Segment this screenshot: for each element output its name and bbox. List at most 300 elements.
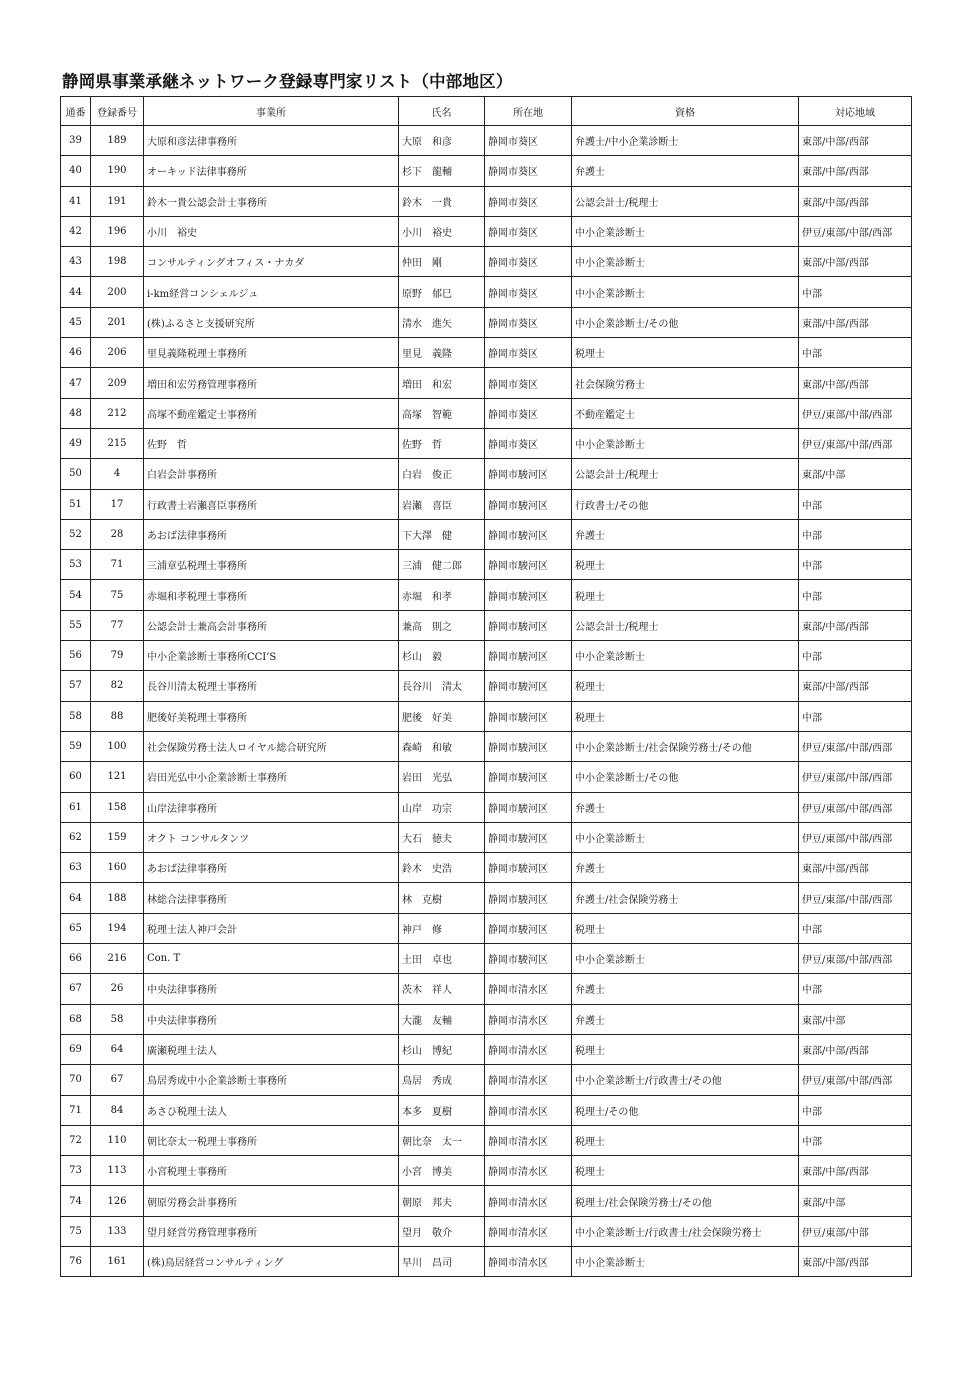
cell-service-area: 東部/中部/西部 — [799, 671, 912, 701]
cell-location: 静岡市駿河区 — [485, 822, 572, 852]
cell-location: 静岡市葵区 — [485, 277, 572, 307]
cell-location: 静岡市駿河区 — [485, 944, 572, 974]
table-row — [61, 1065, 912, 1095]
cell-office: 増田和宏労務管理事務所 — [144, 368, 399, 398]
cell-serial: 60 — [61, 762, 91, 792]
cell-service-area: 伊豆/東部/中部/西部 — [799, 792, 912, 822]
table-row — [61, 671, 912, 701]
cell-name: 林 克樹 — [399, 883, 485, 913]
cell-office: 税理士法人神戸会計 — [144, 913, 399, 943]
cell-office: 鳥居秀成中小企業診断士事務所 — [144, 1065, 399, 1095]
cell-serial: 56 — [61, 641, 91, 671]
cell-office: 三浦章弘税理士事務所 — [144, 550, 399, 580]
cell-qualification: 弁護士 — [572, 519, 799, 549]
cell-qualification: 税理士/その他 — [572, 1095, 799, 1125]
cell-name: 原野 郁巳 — [399, 277, 485, 307]
cell-serial: 64 — [61, 883, 91, 913]
cell-qualification: 税理士 — [572, 1125, 799, 1155]
table-row — [61, 1004, 912, 1034]
cell-location: 静岡市駿河区 — [485, 610, 572, 640]
cell-serial: 46 — [61, 338, 91, 368]
cell-name: 杉山 毅 — [399, 641, 485, 671]
table-row — [61, 550, 912, 580]
cell-name: 朝比奈 太一 — [399, 1125, 485, 1155]
cell-office: 中央法律事務所 — [144, 974, 399, 1004]
cell-location: 静岡市駿河区 — [485, 489, 572, 519]
cell-serial: 71 — [61, 1095, 91, 1125]
cell-office: 廣瀬税理士法人 — [144, 1034, 399, 1064]
cell-registration-number: 84 — [91, 1095, 144, 1125]
cell-office: 里見義隆税理士事務所 — [144, 338, 399, 368]
cell-service-area: 東部/中部/西部 — [799, 1156, 912, 1186]
cell-service-area: 中部 — [799, 338, 912, 368]
cell-service-area: 伊豆/東部/中部 — [799, 1216, 912, 1246]
cell-service-area: 東部/中部/西部 — [799, 368, 912, 398]
table-row — [61, 1034, 912, 1064]
cell-service-area: 東部/中部/西部 — [799, 1246, 912, 1276]
table-row — [61, 913, 912, 943]
cell-name: 早川 昌司 — [399, 1246, 485, 1276]
cell-office: 林総合法律事務所 — [144, 883, 399, 913]
cell-registration-number: 200 — [91, 277, 144, 307]
cell-registration-number: 191 — [91, 186, 144, 216]
cell-office: 行政書士岩瀬喜臣事務所 — [144, 489, 399, 519]
cell-qualification: 行政書士/その他 — [572, 489, 799, 519]
cell-name: 下大澤 健 — [399, 519, 485, 549]
cell-name: 茨木 祥人 — [399, 974, 485, 1004]
cell-office: Con. T — [144, 944, 399, 974]
cell-location: 静岡市葵区 — [485, 156, 572, 186]
cell-serial: 73 — [61, 1156, 91, 1186]
table-row — [61, 731, 912, 761]
cell-service-area: 中部 — [799, 519, 912, 549]
cell-registration-number: 196 — [91, 216, 144, 246]
cell-service-area: 東部/中部/西部 — [799, 307, 912, 337]
table-row — [61, 792, 912, 822]
cell-office: あさひ税理士法人 — [144, 1095, 399, 1125]
cell-serial: 51 — [61, 489, 91, 519]
cell-serial: 65 — [61, 913, 91, 943]
cell-registration-number: 209 — [91, 368, 144, 398]
table-row — [61, 822, 912, 852]
cell-service-area: 東部/中部 — [799, 459, 912, 489]
cell-location: 静岡市駿河区 — [485, 913, 572, 943]
cell-office: 小宮税理士事務所 — [144, 1156, 399, 1186]
cell-serial: 45 — [61, 307, 91, 337]
cell-name: 大瀧 友輔 — [399, 1004, 485, 1034]
cell-service-area: 中部 — [799, 1125, 912, 1155]
cell-name: 山岸 功宗 — [399, 792, 485, 822]
table-row — [61, 1125, 912, 1155]
cell-serial: 70 — [61, 1065, 91, 1095]
cell-qualification: 税理士/社会保険労務士/その他 — [572, 1186, 799, 1216]
cell-serial: 52 — [61, 519, 91, 549]
table-row — [61, 186, 912, 216]
cell-office: 公認会計士兼高会計事務所 — [144, 610, 399, 640]
cell-name: 小宮 博美 — [399, 1156, 485, 1186]
cell-office: コンサルティングオフィス・ナカダ — [144, 247, 399, 277]
cell-name: 鈴木 史浩 — [399, 853, 485, 883]
cell-serial: 58 — [61, 701, 91, 731]
table-row — [61, 519, 912, 549]
cell-location: 静岡市駿河区 — [485, 459, 572, 489]
table-header-row — [61, 97, 912, 126]
cell-name: 森崎 和敏 — [399, 731, 485, 761]
cell-location: 静岡市清水区 — [485, 974, 572, 1004]
cell-office: i-km経営コンシェルジュ — [144, 277, 399, 307]
cell-office: 長谷川清太税理士事務所 — [144, 671, 399, 701]
cell-registration-number: 212 — [91, 398, 144, 428]
cell-qualification: 弁護士/社会保険労務士 — [572, 883, 799, 913]
cell-name: 高塚 智範 — [399, 398, 485, 428]
cell-qualification: 中小企業診断士 — [572, 1246, 799, 1276]
cell-office: 中小企業診断士事務所CCI’S — [144, 641, 399, 671]
cell-location: 静岡市駿河区 — [485, 762, 572, 792]
cell-qualification: 公認会計士/税理士 — [572, 459, 799, 489]
cell-name: 岩瀬 喜臣 — [399, 489, 485, 519]
cell-serial: 72 — [61, 1125, 91, 1155]
header-serial: 通番 — [61, 97, 91, 126]
cell-office: 朝比奈太一税理士事務所 — [144, 1125, 399, 1155]
cell-qualification: 中小企業診断士/行政書士/その他 — [572, 1065, 799, 1095]
header-name: 氏名 — [399, 97, 485, 126]
cell-location: 静岡市清水区 — [485, 1095, 572, 1125]
cell-location: 静岡市清水区 — [485, 1004, 572, 1034]
cell-qualification: 弁護士 — [572, 792, 799, 822]
table-row — [61, 459, 912, 489]
cell-location: 静岡市駿河区 — [485, 580, 572, 610]
cell-qualification: 中小企業診断士 — [572, 277, 799, 307]
cell-qualification: 中小企業診断士 — [572, 641, 799, 671]
cell-qualification: 弁護士 — [572, 1004, 799, 1034]
cell-name: 土田 卓也 — [399, 944, 485, 974]
cell-location: 静岡市葵区 — [485, 428, 572, 458]
cell-qualification: 中小企業診断士 — [572, 428, 799, 458]
cell-service-area: 伊豆/東部/中部/西部 — [799, 944, 912, 974]
cell-office: あおば法律事務所 — [144, 519, 399, 549]
cell-qualification: 税理士 — [572, 701, 799, 731]
cell-name: 望月 敬介 — [399, 1216, 485, 1246]
cell-location: 静岡市駿河区 — [485, 550, 572, 580]
cell-service-area: 東部/中部/西部 — [799, 1034, 912, 1064]
cell-qualification: 弁護士 — [572, 974, 799, 1004]
cell-serial: 57 — [61, 671, 91, 701]
cell-location: 静岡市清水区 — [485, 1125, 572, 1155]
cell-registration-number: 113 — [91, 1156, 144, 1186]
cell-name: 杉山 博紀 — [399, 1034, 485, 1064]
cell-registration-number: 190 — [91, 156, 144, 186]
cell-registration-number: 201 — [91, 307, 144, 337]
cell-location: 静岡市清水区 — [485, 1246, 572, 1276]
cell-registration-number: 198 — [91, 247, 144, 277]
table-row — [61, 1095, 912, 1125]
cell-service-area: 伊豆/東部/中部/西部 — [799, 762, 912, 792]
cell-office: 赤堀和孝税理士事務所 — [144, 580, 399, 610]
cell-service-area: 伊豆/東部/中部/西部 — [799, 1065, 912, 1095]
table-row — [61, 701, 912, 731]
cell-service-area: 伊豆/東部/中部/西部 — [799, 822, 912, 852]
cell-location: 静岡市葵区 — [485, 216, 572, 246]
cell-serial: 55 — [61, 610, 91, 640]
cell-registration-number: 188 — [91, 883, 144, 913]
cell-location: 静岡市葵区 — [485, 368, 572, 398]
cell-registration-number: 28 — [91, 519, 144, 549]
cell-registration-number: 58 — [91, 1004, 144, 1034]
cell-location: 静岡市清水区 — [485, 1034, 572, 1064]
cell-location: 静岡市葵区 — [485, 307, 572, 337]
expert-list-table — [60, 96, 912, 1277]
cell-location: 静岡市駿河区 — [485, 731, 572, 761]
cell-service-area: 東部/中部/西部 — [799, 186, 912, 216]
cell-name: 清水 進矢 — [399, 307, 485, 337]
cell-serial: 41 — [61, 186, 91, 216]
table-row — [61, 641, 912, 671]
cell-serial: 76 — [61, 1246, 91, 1276]
cell-location: 静岡市清水区 — [485, 1216, 572, 1246]
cell-registration-number: 26 — [91, 974, 144, 1004]
cell-office: オクト コンサルタンツ — [144, 822, 399, 852]
cell-registration-number: 79 — [91, 641, 144, 671]
cell-registration-number: 4 — [91, 459, 144, 489]
cell-location: 静岡市駿河区 — [485, 792, 572, 822]
table-row — [61, 338, 912, 368]
cell-name: 鳥居 秀成 — [399, 1065, 485, 1095]
cell-serial: 47 — [61, 368, 91, 398]
table-row — [61, 944, 912, 974]
cell-qualification: 税理士 — [572, 913, 799, 943]
cell-office: 小川 裕史 — [144, 216, 399, 246]
cell-serial: 66 — [61, 944, 91, 974]
table-row — [61, 126, 912, 156]
cell-qualification: 中小企業診断士/社会保険労務士/その他 — [572, 731, 799, 761]
cell-location: 静岡市葵区 — [485, 186, 572, 216]
cell-serial: 67 — [61, 974, 91, 1004]
cell-location: 静岡市葵区 — [485, 126, 572, 156]
cell-registration-number: 67 — [91, 1065, 144, 1095]
cell-serial: 74 — [61, 1186, 91, 1216]
cell-registration-number: 88 — [91, 701, 144, 731]
cell-registration-number: 121 — [91, 762, 144, 792]
cell-service-area: 中部 — [799, 489, 912, 519]
cell-location: 静岡市駿河区 — [485, 671, 572, 701]
cell-registration-number: 215 — [91, 428, 144, 458]
cell-serial: 48 — [61, 398, 91, 428]
cell-qualification: 弁護士 — [572, 156, 799, 186]
cell-qualification: 公認会計士/税理士 — [572, 186, 799, 216]
cell-office: (株)ふるさと支援研究所 — [144, 307, 399, 337]
table-row — [61, 610, 912, 640]
cell-name: 鈴木 一貴 — [399, 186, 485, 216]
cell-location: 静岡市清水区 — [485, 1186, 572, 1216]
cell-office: あおば法律事務所 — [144, 853, 399, 883]
cell-name: 三浦 健二郎 — [399, 550, 485, 580]
cell-name: 肥後 好美 — [399, 701, 485, 731]
cell-name: 白岩 俊正 — [399, 459, 485, 489]
cell-registration-number: 71 — [91, 550, 144, 580]
cell-office: 佐野 哲 — [144, 428, 399, 458]
cell-serial: 68 — [61, 1004, 91, 1034]
cell-office: 朝原労務会計事務所 — [144, 1186, 399, 1216]
cell-name: 仲田 剛 — [399, 247, 485, 277]
cell-service-area: 東部/中部/西部 — [799, 247, 912, 277]
cell-service-area: 中部 — [799, 641, 912, 671]
cell-serial: 40 — [61, 156, 91, 186]
cell-service-area: 東部/中部 — [799, 1004, 912, 1034]
table-row — [61, 428, 912, 458]
header-office: 事業所 — [144, 97, 399, 126]
cell-qualification: 弁護士/中小企業診断士 — [572, 126, 799, 156]
cell-serial: 62 — [61, 822, 91, 852]
cell-name: 大石 徳夫 — [399, 822, 485, 852]
cell-name: 岩田 光弘 — [399, 762, 485, 792]
cell-qualification: 中小企業診断士 — [572, 216, 799, 246]
cell-office: 大原和彦法律事務所 — [144, 126, 399, 156]
cell-serial: 42 — [61, 216, 91, 246]
cell-name: 赤堀 和孝 — [399, 580, 485, 610]
table-row — [61, 277, 912, 307]
cell-name: 里見 義隆 — [399, 338, 485, 368]
header-qualification: 資格 — [572, 97, 799, 126]
cell-service-area: 中部 — [799, 701, 912, 731]
table-row — [61, 853, 912, 883]
cell-location: 静岡市葵区 — [485, 398, 572, 428]
cell-name: 増田 和宏 — [399, 368, 485, 398]
cell-office: 望月経営労務管理事務所 — [144, 1216, 399, 1246]
cell-qualification: 中小企業診断士/その他 — [572, 762, 799, 792]
cell-name: 佐野 哲 — [399, 428, 485, 458]
cell-serial: 50 — [61, 459, 91, 489]
cell-service-area: 東部/中部 — [799, 1186, 912, 1216]
cell-registration-number: 77 — [91, 610, 144, 640]
cell-registration-number: 100 — [91, 731, 144, 761]
cell-qualification: 税理士 — [572, 580, 799, 610]
table-row — [61, 883, 912, 913]
cell-serial: 53 — [61, 550, 91, 580]
table-row — [61, 307, 912, 337]
table-row — [61, 1186, 912, 1216]
cell-qualification: 中小企業診断士 — [572, 247, 799, 277]
cell-office: 中央法律事務所 — [144, 1004, 399, 1034]
cell-serial: 49 — [61, 428, 91, 458]
cell-registration-number: 194 — [91, 913, 144, 943]
cell-registration-number: 160 — [91, 853, 144, 883]
cell-registration-number: 161 — [91, 1246, 144, 1276]
cell-name: 大原 和彦 — [399, 126, 485, 156]
cell-qualification: 弁護士 — [572, 853, 799, 883]
cell-service-area: 中部 — [799, 913, 912, 943]
cell-service-area: 伊豆/東部/中部/西部 — [799, 883, 912, 913]
cell-name: 小川 裕史 — [399, 216, 485, 246]
cell-service-area: 東部/中部/西部 — [799, 853, 912, 883]
cell-qualification: 中小企業診断士 — [572, 822, 799, 852]
cell-registration-number: 75 — [91, 580, 144, 610]
cell-location: 静岡市駿河区 — [485, 519, 572, 549]
cell-office: 高塚不動産鑑定士事務所 — [144, 398, 399, 428]
cell-serial: 75 — [61, 1216, 91, 1246]
cell-qualification: 中小企業診断士/行政書士/社会保険労務士 — [572, 1216, 799, 1246]
cell-office: 白岩会計事務所 — [144, 459, 399, 489]
cell-qualification: 税理士 — [572, 338, 799, 368]
header-service-area: 対応地域 — [799, 97, 912, 126]
cell-name: 兼高 則之 — [399, 610, 485, 640]
cell-service-area: 中部 — [799, 580, 912, 610]
cell-registration-number: 158 — [91, 792, 144, 822]
cell-serial: 69 — [61, 1034, 91, 1064]
cell-registration-number: 206 — [91, 338, 144, 368]
cell-registration-number: 133 — [91, 1216, 144, 1246]
table-row — [61, 974, 912, 1004]
cell-serial: 54 — [61, 580, 91, 610]
cell-location: 静岡市駿河区 — [485, 883, 572, 913]
table-row — [61, 762, 912, 792]
cell-serial: 43 — [61, 247, 91, 277]
cell-office: 社会保険労務士法人ロイヤル総合研究所 — [144, 731, 399, 761]
cell-office: 岩田光弘中小企業診断士事務所 — [144, 762, 399, 792]
table-row — [61, 1216, 912, 1246]
cell-service-area: 伊豆/東部/中部/西部 — [799, 428, 912, 458]
cell-registration-number: 64 — [91, 1034, 144, 1064]
cell-location: 静岡市駿河区 — [485, 853, 572, 883]
cell-office: 鈴木一貴公認会計士事務所 — [144, 186, 399, 216]
cell-service-area: 伊豆/東部/中部/西部 — [799, 731, 912, 761]
table-row — [61, 489, 912, 519]
table-row — [61, 216, 912, 246]
cell-office: (株)鳥居経営コンサルティング — [144, 1246, 399, 1276]
cell-location: 静岡市清水区 — [485, 1065, 572, 1095]
table-row — [61, 580, 912, 610]
header-location: 所在地 — [485, 97, 572, 126]
table-body — [61, 126, 912, 1277]
cell-registration-number: 110 — [91, 1125, 144, 1155]
table-row — [61, 368, 912, 398]
cell-qualification: 社会保険労務士 — [572, 368, 799, 398]
cell-name: 本多 夏樹 — [399, 1095, 485, 1125]
cell-qualification: 不動産鑑定士 — [572, 398, 799, 428]
cell-registration-number: 126 — [91, 1186, 144, 1216]
cell-serial: 44 — [61, 277, 91, 307]
cell-name: 朝原 邦夫 — [399, 1186, 485, 1216]
cell-registration-number: 216 — [91, 944, 144, 974]
cell-serial: 63 — [61, 853, 91, 883]
cell-qualification: 税理士 — [572, 1156, 799, 1186]
cell-registration-number: 159 — [91, 822, 144, 852]
cell-location: 静岡市駿河区 — [485, 701, 572, 731]
table-row — [61, 398, 912, 428]
cell-serial: 39 — [61, 126, 91, 156]
cell-qualification: 税理士 — [572, 671, 799, 701]
cell-name: 神戸 修 — [399, 913, 485, 943]
cell-qualification: 税理士 — [572, 1034, 799, 1064]
table-row — [61, 247, 912, 277]
table-row — [61, 1246, 912, 1276]
header-registration-number: 登録番号 — [91, 97, 144, 126]
table-row — [61, 156, 912, 186]
cell-location: 静岡市清水区 — [485, 1156, 572, 1186]
cell-registration-number: 17 — [91, 489, 144, 519]
cell-qualification: 中小企業診断士/その他 — [572, 307, 799, 337]
cell-office: 肥後好美税理士事務所 — [144, 701, 399, 731]
cell-service-area: 東部/中部/西部 — [799, 610, 912, 640]
cell-location: 静岡市駿河区 — [485, 641, 572, 671]
page-title: 静岡県事業承継ネットワーク登録専門家リスト（中部地区） — [62, 72, 513, 91]
cell-service-area: 東部/中部/西部 — [799, 126, 912, 156]
cell-location: 静岡市葵区 — [485, 338, 572, 368]
cell-service-area: 中部 — [799, 1095, 912, 1125]
cell-service-area: 中部 — [799, 550, 912, 580]
cell-qualification: 税理士 — [572, 550, 799, 580]
cell-qualification: 中小企業診断士 — [572, 944, 799, 974]
cell-service-area: 伊豆/東部/中部/西部 — [799, 398, 912, 428]
